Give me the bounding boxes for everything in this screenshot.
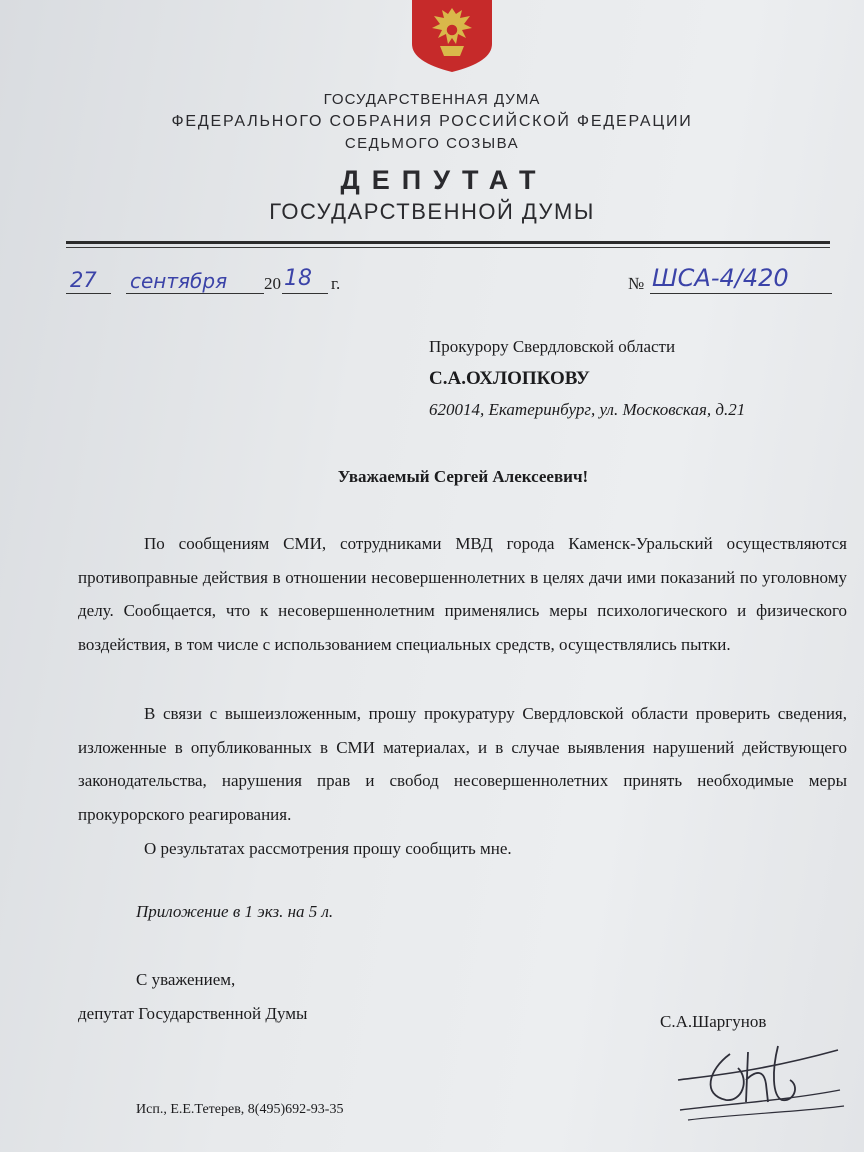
date-year-underline	[282, 293, 328, 294]
header-rule-thin	[66, 247, 830, 248]
executor-info: Исп., Е.Е.Тетерев, 8(495)692-93-35	[136, 1102, 344, 1117]
date-month-underline	[126, 293, 264, 294]
date-year-prefix: 20	[264, 274, 281, 293]
number-label: №	[628, 274, 645, 293]
recipient-line: Прокурору Свердловской области	[429, 337, 676, 356]
document-number: ШСА-4/420	[652, 264, 789, 292]
header-subtitle: ГОСУДАРСТВЕННОЙ ДУМЫ	[269, 199, 595, 224]
header-line-3: СЕДЬМОГО СОЗЫВА	[344, 135, 520, 152]
header-title: ДЕПУТАТ	[340, 165, 548, 195]
closing-position: депутат Государственной Думы	[78, 1004, 308, 1023]
header-rule-thick	[66, 241, 830, 244]
attachment-note: Приложение в 1 экз. на 5 л.	[136, 902, 334, 921]
recipient-address: 620014, Екатеринбург, ул. Московская, д.21	[429, 400, 746, 419]
signature-icon	[668, 1040, 848, 1125]
date-year-suffix: 18	[284, 266, 312, 291]
header-line-2: ФЕДЕРАЛЬНОГО СОБРАНИЯ РОССИЙСКОЙ ФЕДЕРАЦИИ	[171, 113, 693, 130]
date-year-mark: г.	[331, 274, 341, 293]
date-day-underline	[66, 293, 111, 294]
body-paragraph-3: О результатах рассмотрения прошу сообщить мне.	[144, 839, 512, 858]
emblem-icon	[410, 0, 494, 72]
salutation: Уважаемый Сергей Алексеевич!	[337, 467, 589, 486]
recipient-name: С.А.ОХЛОПКОВУ	[429, 368, 590, 389]
date-month: сентября	[130, 269, 228, 293]
body-paragraph-1: По сообщениям СМИ, сотрудниками МВД города Каменск-Уральский осуществляются противоправные действия в отношении несовершеннолетних в целях дачи ими показаний по уголовному делу. Сообщается, что к несовершеннолетним применялись меры психологического и физического воздействия, в том числе с использованием специальных средств, осуществлялись пытки.	[78, 534, 847, 654]
body-paragraph-2: В связи с вышеизложенным, прошу прокуратуру Свердловской области проверить сведения, изложенные в опубликованных в СМИ материалах, и в случае выявления нарушений действующего законодательства, нарушения прав и свобод несовершеннолетних принять необходимые меры прокурорского реагирования.	[78, 704, 847, 824]
header-line-1: ГОСУДАРСТВЕННАЯ ДУМА	[323, 91, 541, 108]
closing-regards: С уважением,	[136, 970, 236, 989]
signer-name: С.А.Шаргунов	[660, 1012, 767, 1031]
date-day: 27	[70, 268, 97, 292]
number-underline	[650, 293, 832, 294]
